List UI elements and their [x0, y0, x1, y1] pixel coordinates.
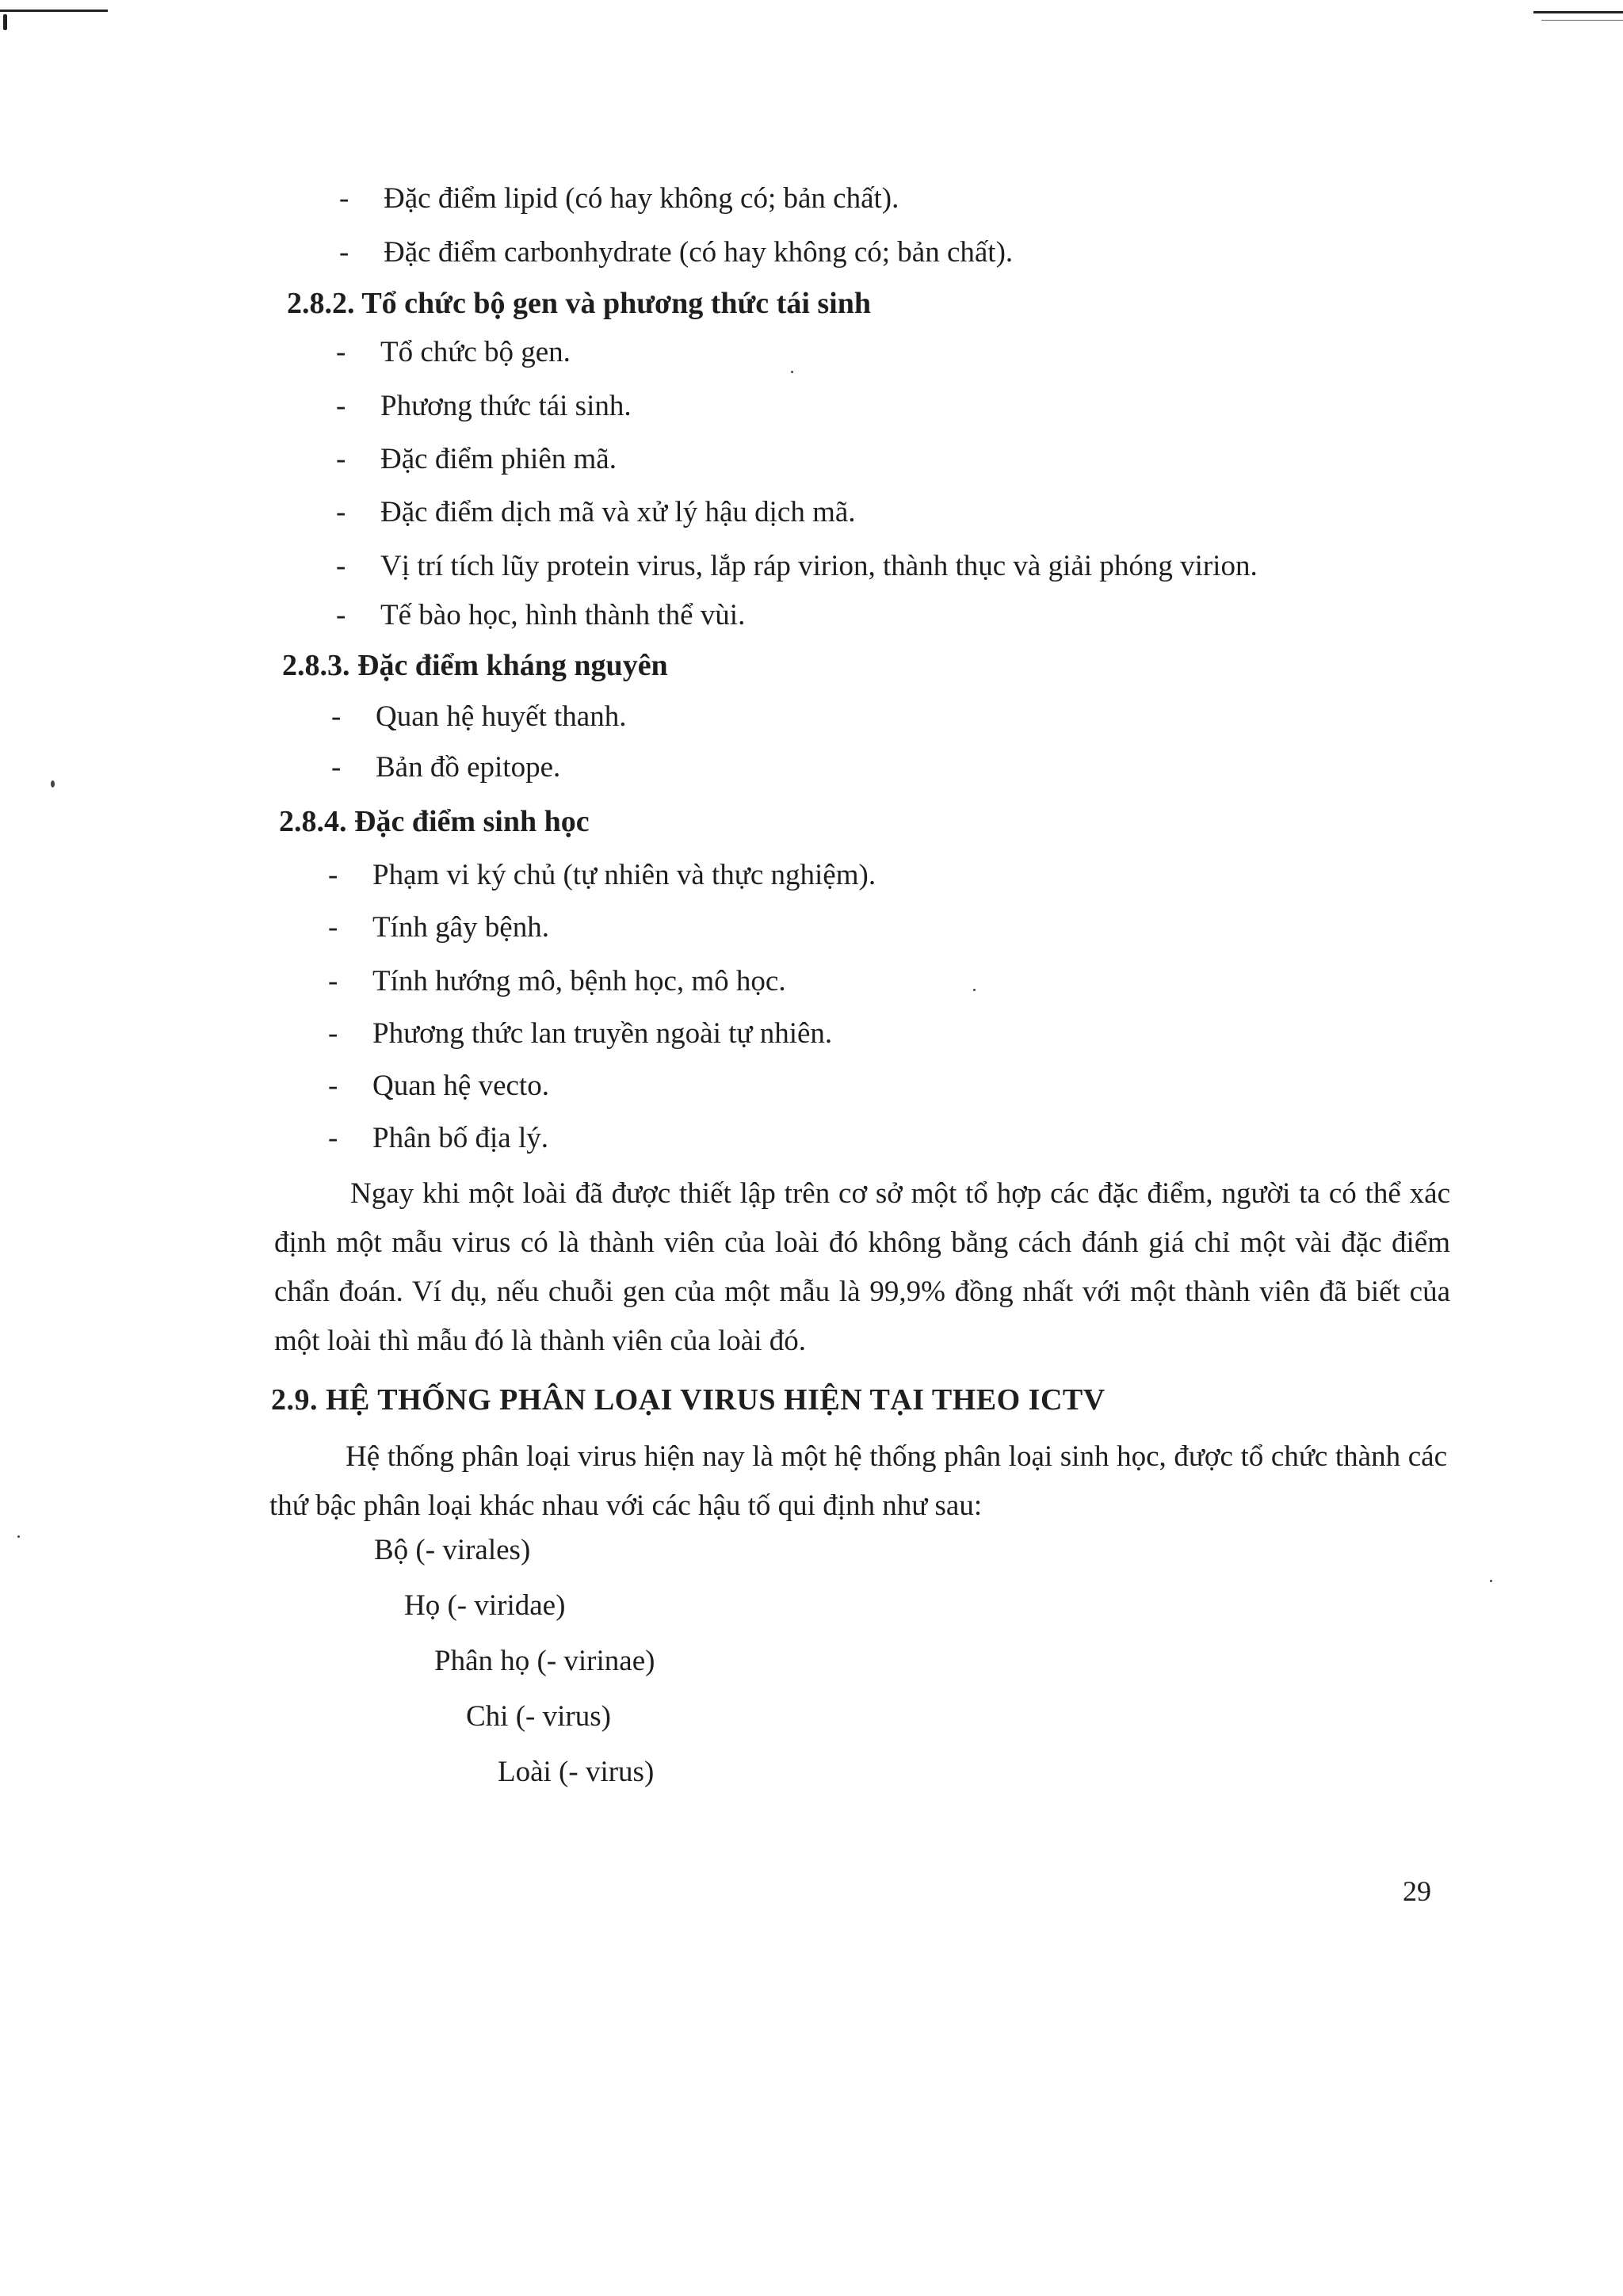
scan-edge-line [1533, 11, 1623, 13]
list-item: - Phương thức tái sinh. [336, 390, 632, 422]
scan-edge-line [0, 10, 108, 12]
taxonomy-rank: Loài (- virus) [498, 1756, 655, 1788]
taxonomy-rank: Bộ (- virales) [374, 1534, 531, 1566]
scan-speck [17, 1535, 20, 1538]
page-number: 29 [1403, 1875, 1431, 1907]
list-item: - Vị trí tích lũy protein virus, lắp ráp virion, thành thục và giải phóng virion. [336, 550, 1258, 582]
scan-speck [791, 371, 793, 373]
list-item: - Đặc điểm lipid (có hay không có; bản chất). [339, 182, 899, 215]
body-paragraph: Hệ thống phân loại virus hiện nay là một hệ thống phân loại sinh học, được tổ chức thành các thứ bậc phân loại khác nhau với các hậu tố qui định như sau: [269, 1440, 1447, 1522]
taxonomy-rank: Phân họ (- virinae) [434, 1645, 655, 1677]
body-paragraph: Ngay khi một loài đã được thiết lập trên cơ sở một tổ hợp các đặc điểm, người ta có thể xác định một mẫu virus có là thành viên của loài đó không bằng cách đánh giá chỉ một vài đặc điểm chẩn đoán. Ví dụ, nếu chuỗi gen của một mẫu là 99,9% đồng nhất với một thành viên đã biết của một loài thì mẫu đó là thành viên của loài đó. [274, 1177, 1450, 1357]
list-item: - Tổ chức bộ gen. [336, 336, 571, 368]
scan-edge-line [1541, 20, 1623, 21]
list-item: - Tế bào học, hình thành thể vùi. [336, 599, 746, 631]
list-item: - Phương thức lan truyền ngoài tự nhiên. [328, 1017, 833, 1050]
taxonomy-rank: Họ (- viridae) [404, 1589, 566, 1622]
taxonomy-rank: Chi (- virus) [466, 1700, 611, 1733]
scan-mark [3, 14, 7, 30]
scan-speck [973, 989, 976, 991]
section-heading-2-8-4: 2.8.4. Đặc điểm sinh học [279, 805, 590, 838]
scan-speck [51, 780, 55, 788]
section-heading-2-8-3: 2.8.3. Đặc điểm kháng nguyên [282, 649, 668, 682]
list-item: - Đặc điểm phiên mã. [336, 443, 617, 475]
list-item: - Quan hệ vecto. [328, 1070, 549, 1102]
section-heading-2-8-2: 2.8.2. Tổ chức bộ gen và phương thức tái sinh [287, 287, 871, 320]
section-heading-2-9: 2.9. HỆ THỐNG PHÂN LOẠI VIRUS HIỆN TẠI THEO ICTV [271, 1383, 1106, 1417]
list-item: - Bản đồ epitope. [331, 751, 561, 784]
list-item: - Đặc điểm dịch mã và xử lý hậu dịch mã. [336, 496, 856, 528]
list-item: - Quan hệ huyết thanh. [331, 700, 627, 733]
list-item: - Tính hướng mô, bệnh học, mô học. [328, 965, 786, 997]
list-item: - Tính gây bệnh. [328, 911, 549, 944]
list-item: - Phạm vi ký chủ (tự nhiên và thực nghiệm). [328, 859, 876, 891]
scan-speck [1490, 1580, 1492, 1582]
list-item: - Phân bố địa lý. [328, 1122, 548, 1154]
list-item: - Đặc điểm carbonhydrate (có hay không có; bản chất). [339, 236, 1014, 269]
